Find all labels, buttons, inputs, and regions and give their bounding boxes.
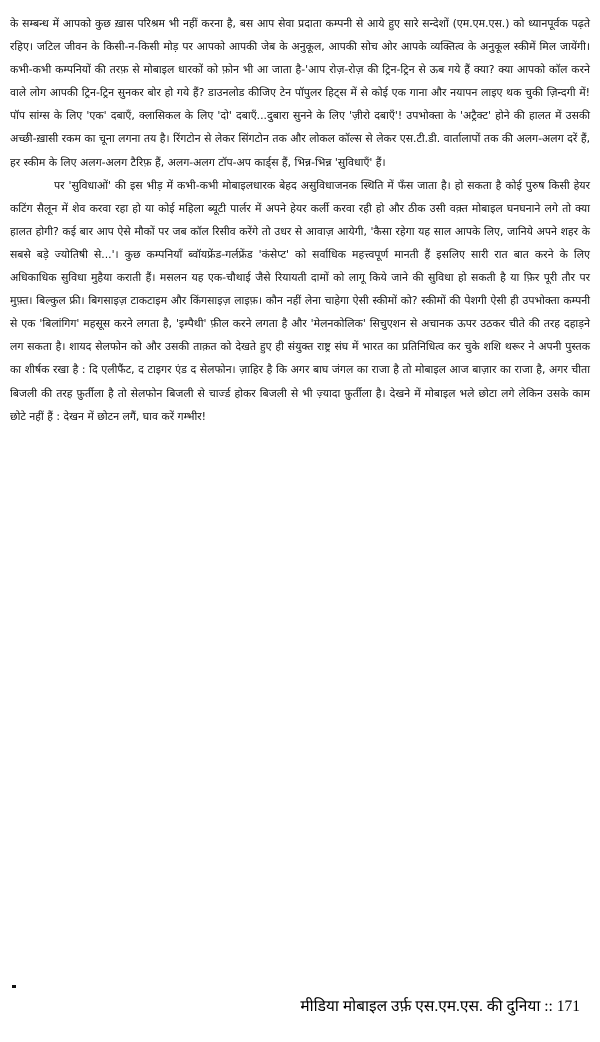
page-number: 171 [556, 998, 580, 1015]
footer-separator: :: [544, 998, 553, 1015]
running-title: मीडिया मोबाइल उर्फ़ एस.एम.एस. की दुनिया [300, 998, 541, 1015]
stray-print-mark [12, 985, 16, 988]
body-paragraph-2: पर 'सुविधाओं' की इस भीड़ में कभी-कभी मोबाइलधारक बेहद असुविधाजनक स्थिति में फँस जाता है। हो सकता है कोई पुरुष किसी हेयर कटिंग सैलून में शेव करवा रहा हो या कोई महिला ब्यूटी पार्लर में अपने हेयर कर्ली करवा रही हो और ठीक उसी वक़्त मोबाइल घनघनाने लगे तो क्या हालत होगी? कई बार आप ऐसे मौकों पर जब कॉल रिसीव करेंगे तो उधर से आवाज़ आयेगी, 'कैसा रहेगा यह साल आपके लिए, जानिये अपने शहर के सबसे बड़े ज्योतिषी से...'। कुछ कम्पनियाँ ब्वॉयफ्रेंड-गर्लफ्रेंड 'कंसेप्ट' को सर्वाधिक महत्त्वपूर्ण मानती हैं इसलिए सारी रात बात करने के लिए अधिकाधिक सुविधा मुहैया कराती हैं। मसलन यह एक-चौथाई जैसे रियायती दामों को लागू किये जाने की सुविधा हो सकती है या फ़िर पूरी तौर पर मुफ़्त। बिल्कुल फ्री। बिगसाइज़ टाकटाइम और किंगसाइज़ लाइफ़। कौन नहीं लेना चाहेगा ऐसी स्कीमों को? स्कीमों की पेशगी ऐसी ही उपभोक्ता कम्पनी से एक 'बिलांगिग' महसूस करने लगता है, 'इम्पैथी' फ़ील करने लगता है और 'मेलनकोलिक' सिचुएशन से अचानक ऊपर उठकर चीते की तरह दहाड़ने लग सकता है। शायद सेलफोन को और उसकी ताक़त को देखते हुए ही संयुक्त राष्ट्र संघ में भारत का प्रतिनिधित्व कर चुके शशि थरूर ने अपनी पुस्तक का शीर्षक रखा है : दि एलीफैंट, द टाइगर एंड द सेलफोन। ज़ाहिर है कि अगर बाघ जंगल का राजा है तो मोबाइल आज बाज़ार का राजा है, अगर चीता बिजली की तरह फ़ुर्तीला है तो सेलफोन बिजली से चार्ज्ड होकर बिजली से भी ज़्यादा फ़ुर्तीला है। देखने में मोबाइल भले छोटा लगे लेकिन उसके काम छोटे नहीं हैं : देखन में छोटन लगैं, घाव करें गम्भीर! [10, 178, 590, 423]
page-footer [300, 996, 580, 1018]
body-paragraph-1: के सम्बन्ध में आपको कुछ ख़ास परिश्रम भी नहीं करना है, बस आप सेवा प्रदाता कम्पनी से आये हुए सारे सन्देशों (एम.एम.एस.) को ध्यानपूर्वक पढ़ते रहिए। जटिल जीवन के किसी-न-किसी मोड़ पर आपको आपकी जेब के अनुकूल, आपकी सोच ओर आपके व्यक्तित्व के अनुकूल स्कीमें मिल जायेंगी। कभी-कभी कम्पनियों की तरफ़ से मोबाइल धारकों को फ़ोन भी आ जाता है-'आप रोज़-रोज़ की ट्रिन-ट्रिन से ऊब गये हैं क्या? क्या आपको कॉल करने वाले लोग आपकी ट्रिन-ट्रिन सुनकर बोर हो गये हैं? डाउनलोड कीजिए टेन पॉपुलर हिट्स में से कोई एक गाना और नयापन लाइए थक चुकी ज़िन्दगी में! पॉप सांग्स के लिए 'एक' दबाएँ, क्लासिकल के लिए 'दो' दबाएँ...दुबारा सुनने के लिए 'ज़ीरो दबाएँ'! उपभोक्ता के 'अट्रैक्ट' होने की हालत में उसकी अच्छी-ख़ासी रकम का चूना लगना तय है। रिंगटोन से लेकर सिंगटोन तक और लोकल कॉल्स से लेकर एस.टी.डी. वार्तालापों तक की अलग-अलग दरें हैं, हर स्कीम के लिए अलग-अलग टैरिफ़ हैं, अलग-अलग टॉप-अप कार्ड्स हैं, भिन्न-भिन्न 'सुविधाएँ' हैं। [10, 17, 590, 169]
